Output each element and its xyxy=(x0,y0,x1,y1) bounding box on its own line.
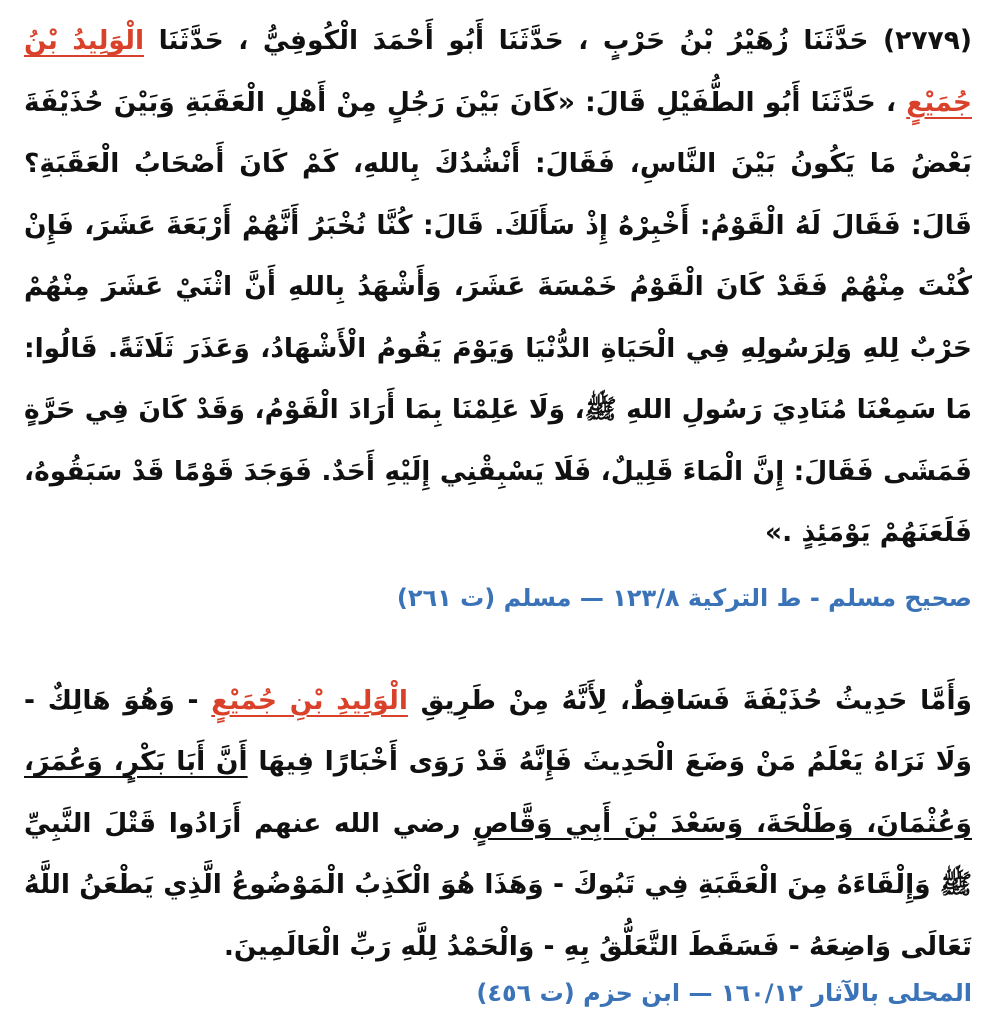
hadith-block xyxy=(24,10,972,564)
commentary-middle: - وَهُوَ هَالِكٌ - وَلَا نَرَاهُ يَعْلَمُ مَنْ وَضَعَ الْحَدِيثَ فَإِنَّهُ قَدْ رَوَى أَخْبَارًا فِيهَا xyxy=(24,684,973,777)
narrator-highlight: الْوَلِيدُ بْنُ جُمَيْعٍ xyxy=(24,25,972,118)
narrator-highlight: الْوَلِيدِ بْنِ جُمَيْعٍ xyxy=(211,684,408,716)
matn-text: ، حَدَّثَنَا أَبُو الطُّفَيْلِ قَالَ: «كَانَ بَيْنَ رَجُلٍ مِنْ أَهْلِ الْعَقَبَةِ وَبَيْنَ حُذَيْفَةَ بَعْضُ مَا يَكُونُ بَيْنَ النَّاسِ، فَقَالَ: أَنْشُدُكَ بِاللهِ، كَمْ كَانَ أَصْحَابُ الْعَقَبَةِ؟ قَالَ: فَقَالَ لَهُ الْقَوْمُ: أَخْبِرْهُ إِذْ سَأَلَكَ. قَالَ: كُنَّا نُخْبَرُ أَنَّهُمْ أَرْبَعَةَ عَشَرَ، فَإِنْ كُنْتَ مِنْهُمْ فَقَدْ كَانَ الْقَوْمُ خَمْسَةَ عَشَرَ، وَأَشْهَدُ بِاللهِ أَنَّ اثْنَيْ عَشَرَ مِنْهُمْ حَرْبٌ لِلهِ وَلِرَسُولِهِ فِي الْحَيَاةِ الدُّنْيَا وَيَوْمَ يَقُومُ الْأَشْهَادُ، وَعَذَرَ ثَلَاثَةً. قَالُوا: مَا سَمِعْنَا مُنَادِيَ رَسُولِ اللهِ ﷺ، وَلَا عَلِمْنَا بِمَا أَرَادَ الْقَوْمُ، وَقَدْ كَانَ فِي حَرَّةٍ فَمَشَى فَقَالَ: إِنَّ الْمَاءَ قَلِيلٌ، فَلَا يَسْبِقْنِي إِلَيْهِ أَحَدٌ. فَوَجَدَ قَوْمًا قَدْ سَبَقُوهُ، فَلَعَنَهُمْ يَوْمَئِذٍ .» xyxy=(24,86,972,548)
isnad-text: حَدَّثَنَا زُهَيْرُ بْنُ حَرْبٍ ، حَدَّثَنَا أَبُو أَحْمَدَ الْكُوفِيُّ ، حَدَّثَنَا xyxy=(144,25,884,56)
commentary-intro: وَأَمَّا حَدِيثُ حُذَيْفَةَ فَسَاقِطٌ، لِأَنَّهُ مِنْ طَرِيقِ xyxy=(407,684,973,716)
source-citation: صحيح مسلم - ط التركية ١٢٣/٨ — مسلم (ت ٢٦١) xyxy=(396,583,972,612)
commentary-end: رضي الله عنهم أَرَادُوا قَتْلَ النَّبِيِّ ﷺ وَإِلْقَاءَهُ مِنَ الْعَقَبَةِ فِي تَبُوكَ - وَهَذَا هُوَ الْكَذِبُ الْمَوْضُوعُ الَّذِي يَطْعَنُ اللَّهُ تَعَالَى وَاضِعَهُ - فَسَقَطَ التَّعَلُّقُ بِهِ - وَالْحَمْدُ لِلَّهِ رَبِّ الْعَالَمِينَ. xyxy=(24,807,972,962)
hadith-number: (٢٧٧٩) xyxy=(883,25,972,56)
underlined-names: أَنَّ أَبَا بَكْرٍ، وَعُمَرَ، وَعُثْمَانَ، وَطَلْحَةَ، وَسَعْدَ بْنَ أَبِي وَقَّاصٍ xyxy=(24,746,972,839)
hadith-text xyxy=(24,10,972,564)
source-citation: المحلى بالآثار ١٦٠/١٢ — ابن حزم (ت ٤٥٦) xyxy=(476,979,972,1007)
commentary-block xyxy=(24,670,972,978)
commentary-text xyxy=(24,670,972,978)
